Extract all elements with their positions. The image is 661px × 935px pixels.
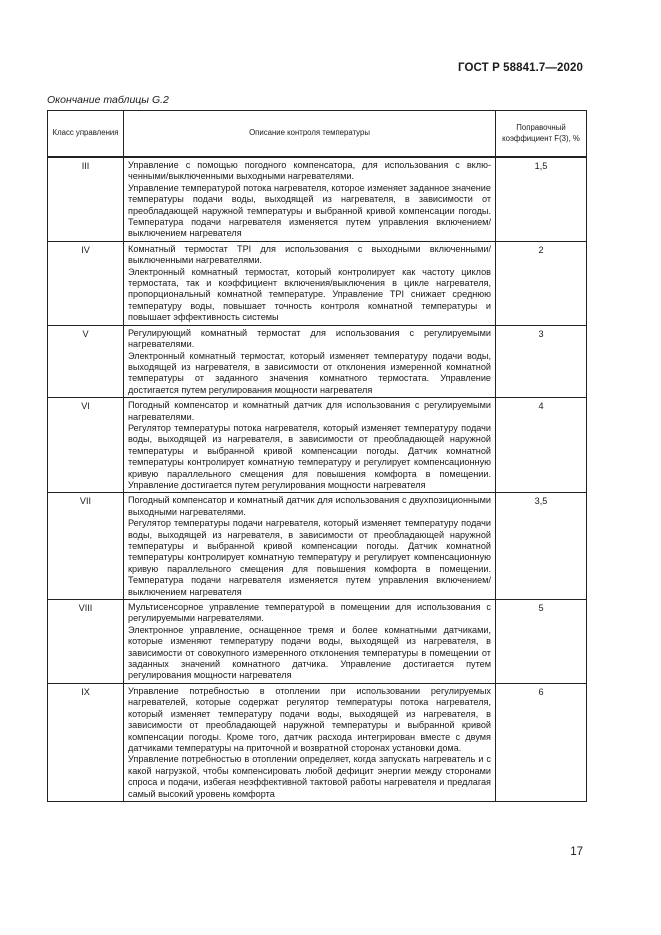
coefficient-cell: 3: [496, 325, 587, 397]
table-caption: Окончание таблицы G.2: [47, 94, 169, 106]
coefficient-cell: 1,5: [496, 157, 587, 241]
description-paragraph: Электронный комнатный термостат, который контролирует как частоту циклов термостата, так и коэффициент включения/выключения в цикле нагревателя, пропорциональный комнатной температуре. Управление TPI снижает среднюю температуру воды, повышает точность контроля комнатной температуры и повышает эффективность системы: [128, 266, 491, 323]
description-paragraph: Электронный комнатный термостат, который изменяет температуру подачи воды, выходящей из нагревателя, в зависимости от отклонения измеренной комнатной температуры от заданного значения комнатного термостата. Управление достигается путем регулирования мощности нагревателя: [128, 350, 491, 395]
coefficient-cell: 2: [496, 241, 587, 325]
table-row: [48, 398, 587, 493]
header-description: Описание контроля температуры: [124, 111, 496, 158]
class-cell: IX: [48, 683, 124, 801]
description-paragraph: Комнатный термостат TPI для использования с выходными включенными/выключенными нагревателями.: [128, 243, 491, 266]
description-cell: [124, 600, 496, 684]
description-cell: [124, 325, 496, 397]
class-cell: VIII: [48, 600, 124, 684]
table-row: [48, 493, 587, 600]
table-row: [48, 157, 587, 241]
coefficient-cell: 4: [496, 398, 587, 493]
control-classes-table: [47, 110, 587, 802]
coefficient-cell: 5: [496, 600, 587, 684]
description-cell: [124, 157, 496, 241]
page-number: 17: [570, 846, 583, 858]
class-cell: III: [48, 157, 124, 241]
description-paragraph: Управление потребностью в отоплении при использовании регулируемых нагревателей, которые содержат регулятор температуры потока нагревателя, который изменяет температуру подачи воды, выходящей из нагревателя, в зависимости от преобладающей наружной температуры и выбранной кривой компенсации погоды. Кроме того, датчик расхода интегрирован вместе с двумя датчиками температуры на приточной и возвратной сторонах установки дома.: [128, 685, 491, 753]
coefficient-cell: 6: [496, 683, 587, 801]
table-header-row: [48, 111, 587, 158]
description-paragraph: Электронное управление, оснащенное тремя и более комнатными датчиками, которые изменяют температуру подачи воды, выходящей из нагревателя, в зависимости от совокупного измеренного отклонения температуры в помещении от заданных значений комнатного датчика. Управление достигается путем регулирования мощности нагревателя: [128, 624, 491, 681]
description-paragraph: Управление с помощью погодного компенсатора, для использования с включенными/выключенными выходными нагревателями.: [128, 160, 491, 182]
table-row: [48, 325, 587, 397]
table-row: [48, 600, 587, 684]
description-paragraph: Погодный компенсатор и комнатный датчик для использования с двухпозиционными выходными нагревателями.: [128, 495, 491, 517]
table-row: [48, 241, 587, 325]
description-cell: [124, 683, 496, 801]
description-cell: [124, 493, 496, 600]
class-cell: V: [48, 325, 124, 397]
description-paragraph: Управление температурой потока нагревателя, которое изменяет заданное значение температуры подачи воды, выходящей из нагревателя, в зависимости от преобладающей наружной температуры и выбранной кривой компенсации погоды. Температура подачи нагревателя изменяется путем управления включением/выключением нагревателя: [128, 182, 491, 239]
description-paragraph: Регулятор температуры подачи нагревателя, который изменяет температуру подачи воды, выходящей из нагревателя, в зависимости от преобладающей наружной температуры и выбранной кривой компенсации погоды. Датчик комнатной температуры контролирует комнатную температуру и регулирует компенсационную кривую параллельного смещения для повышения комфорта в помещении. Температура подачи нагревателя изменяется путем управления включением/выключением нагревателя: [128, 518, 491, 597]
description-cell: [124, 241, 496, 325]
description-paragraph: Управление потребностью в отоплении определяет, когда запускать нагреватель и с какой нагрузкой, чтобы компенсировать любой дефицит энергии между сторонами спроса и подачи, избегая неэффективной тактовой работы нагревателя и предлагая самый высокий уровень комфорта: [128, 754, 491, 799]
class-cell: VI: [48, 398, 124, 493]
standard-designation: ГОСТ Р 58841.7—2020: [458, 62, 583, 74]
header-class: Класс управления: [48, 111, 124, 158]
description-paragraph: Мультисенсорное управление температурой в помещении для использования с регулируемыми нагревателями.: [128, 602, 491, 624]
class-cell: IV: [48, 241, 124, 325]
description-cell: [124, 398, 496, 493]
coefficient-cell: 3,5: [496, 493, 587, 600]
description-paragraph: Регулирующий комнатный термостат для использования с регулируемыми нагревателями.: [128, 327, 491, 350]
description-paragraph: Погодный компенсатор и комнатный датчик для использования с регулируемыми нагревателями.: [128, 400, 491, 422]
header-coefficient: Поправочный коэффициент F(3), %: [496, 111, 587, 158]
description-paragraph: Регулятор температуры потока нагревателя, который изменяет температуру подачи воды, выходящей из нагревателя, в зависимости от преобладающей наружной температуры и выбранной кривой компенсации погоды. Датчик комнатной температуры контролирует комнатную температуру и регулирует компенсационную кривую параллельного смещения для повышения комфорта в помещении. Управление достигается путем регулирования мощности нагревателя: [128, 422, 491, 490]
table-row: [48, 683, 587, 801]
class-cell: VII: [48, 493, 124, 600]
